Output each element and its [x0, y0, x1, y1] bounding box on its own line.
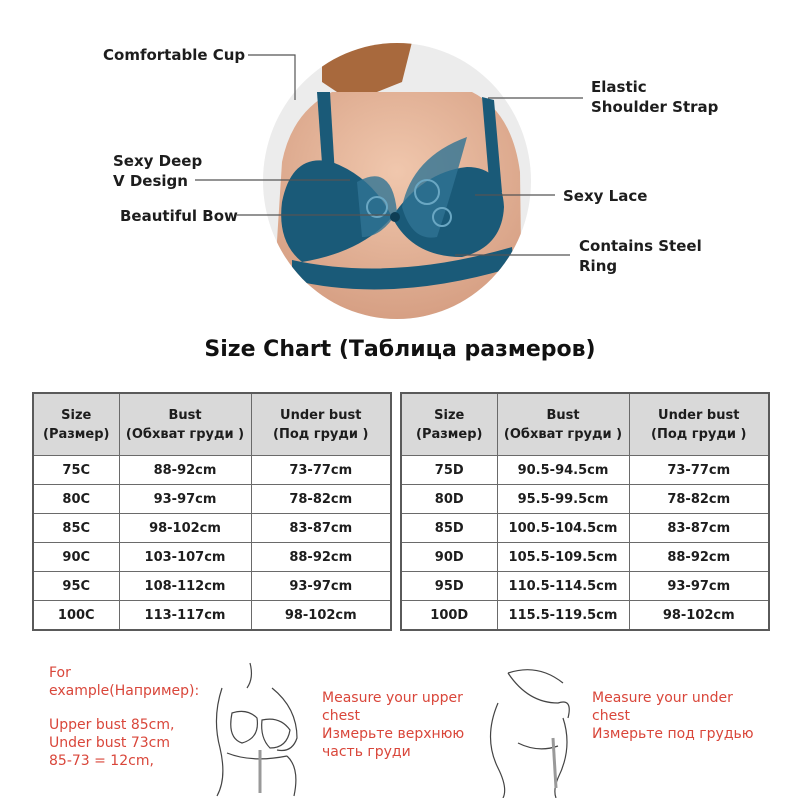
- table-cell: 88-92cm: [629, 543, 769, 572]
- table-cell: 85C: [33, 514, 119, 543]
- header-bust: [119, 393, 251, 456]
- measure-under-text: [592, 689, 754, 743]
- header-size: [33, 393, 119, 456]
- table-cell: 73-77cm: [629, 456, 769, 485]
- table-cell: 113-117cm: [119, 601, 251, 631]
- table-cell: 90D: [401, 543, 497, 572]
- example-note: [49, 664, 199, 770]
- callout-comfortable-cup: Comfortable Cup: [103, 46, 246, 64]
- measure-under-line2: chest: [592, 708, 630, 724]
- table-cell: 78-82cm: [251, 485, 391, 514]
- measure-upper-line4: часть груди: [322, 744, 411, 760]
- table-cell: 88-92cm: [251, 543, 391, 572]
- measure-upper-line2: chest: [322, 708, 360, 724]
- table-cell: Under bust: [280, 407, 362, 423]
- table-cell: 110.5-114.5cm: [497, 572, 629, 601]
- table-cell: 95D: [401, 572, 497, 601]
- table-header-row: [401, 393, 769, 456]
- table-cell: 95.5-99.5cm: [497, 485, 629, 514]
- callout-deep-v-line2: V Design: [113, 172, 188, 190]
- example-line2: example(Например):: [49, 683, 200, 699]
- callout-elastic-strap-line2: Shoulder Strap: [591, 98, 719, 116]
- table-cell: Size: [434, 407, 465, 423]
- table-cell: 88-92cm: [119, 456, 251, 485]
- callout-steel-ring-line2: Ring: [579, 257, 618, 275]
- table-row: [33, 514, 391, 543]
- upper-bust-sketch: [202, 658, 312, 798]
- callout-beautiful-bow: Beautiful Bow: [120, 207, 238, 225]
- callout-steel-ring: [579, 236, 702, 276]
- table-cell: (Размер): [416, 426, 483, 442]
- table-row: [401, 485, 769, 514]
- callout-elastic-strap-line1: Elastic: [591, 78, 647, 96]
- table-cell: 108-112cm: [119, 572, 251, 601]
- table-row: [401, 456, 769, 485]
- table-cell: 80C: [33, 485, 119, 514]
- table-cell: 98-102cm: [251, 601, 391, 631]
- table-cell: 90.5-94.5cm: [497, 456, 629, 485]
- table-row: [401, 601, 769, 631]
- header-size: [401, 393, 497, 456]
- measure-under-line1: Measure your under: [592, 690, 733, 706]
- table-cell: 93-97cm: [629, 572, 769, 601]
- table-cell: (Обхват груди ): [125, 426, 245, 442]
- table-cell: 73-77cm: [251, 456, 391, 485]
- table-cell: 83-87cm: [251, 514, 391, 543]
- measure-upper-text: [322, 689, 464, 761]
- header-underbust: [251, 393, 391, 456]
- table-cell: (Обхват груди ): [503, 426, 623, 442]
- size-table-d: [400, 392, 770, 631]
- table-cell: Bust: [168, 407, 202, 423]
- size-chart-title: Size Chart (Таблица размеров): [204, 337, 596, 362]
- example-line4: Under bust 73cm: [49, 735, 170, 751]
- table-cell: 75D: [401, 456, 497, 485]
- example-line1: For: [49, 665, 71, 681]
- table-row: [33, 456, 391, 485]
- table-cell: 75C: [33, 456, 119, 485]
- table-cell: (Под груди ): [273, 426, 369, 442]
- callout-deep-v-line1: Sexy Deep: [113, 152, 203, 170]
- example-line5: 85-73 = 12cm,: [49, 753, 154, 769]
- header-underbust: [629, 393, 769, 456]
- table-cell: 93-97cm: [251, 572, 391, 601]
- callout-deep-v: [113, 151, 202, 191]
- table-row: [33, 485, 391, 514]
- table-header-row: [33, 393, 391, 456]
- table-cell: 78-82cm: [629, 485, 769, 514]
- table-cell: 98-102cm: [119, 514, 251, 543]
- table-cell: Size: [61, 407, 92, 423]
- table-cell: 105.5-109.5cm: [497, 543, 629, 572]
- table-cell: 100D: [401, 601, 497, 631]
- table-cell: 93-97cm: [119, 485, 251, 514]
- table-cell: 83-87cm: [629, 514, 769, 543]
- table-cell: (Размер): [43, 426, 110, 442]
- table-row: [401, 572, 769, 601]
- table-cell: 103-107cm: [119, 543, 251, 572]
- table-cell: Bust: [546, 407, 580, 423]
- callout-sexy-lace: Sexy Lace: [563, 187, 648, 205]
- table-cell: (Под груди ): [651, 426, 747, 442]
- table-cell: 95C: [33, 572, 119, 601]
- table-cell: 115.5-119.5cm: [497, 601, 629, 631]
- size-table-c: [32, 392, 392, 631]
- callout-steel-ring-line1: Contains Steel: [579, 237, 702, 255]
- table-cell: 100C: [33, 601, 119, 631]
- under-bust-sketch: [478, 658, 588, 798]
- table-row: [33, 572, 391, 601]
- example-line3: Upper bust 85cm,: [49, 717, 175, 733]
- table-cell: 100.5-104.5cm: [497, 514, 629, 543]
- header-bust: [497, 393, 629, 456]
- table-cell: 85D: [401, 514, 497, 543]
- callout-elastic-strap: [591, 77, 718, 117]
- table-cell: 98-102cm: [629, 601, 769, 631]
- table-row: [401, 543, 769, 572]
- measure-upper-line3: Измерьте верхнюю: [322, 726, 465, 742]
- table-cell: 80D: [401, 485, 497, 514]
- table-cell: 90C: [33, 543, 119, 572]
- table-row: [33, 543, 391, 572]
- table-row: [33, 601, 391, 631]
- measure-under-line3: Измерьте под грудью: [592, 726, 754, 742]
- measure-upper-line1: Measure your upper: [322, 690, 463, 706]
- table-cell: Under bust: [658, 407, 740, 423]
- table-row: [401, 514, 769, 543]
